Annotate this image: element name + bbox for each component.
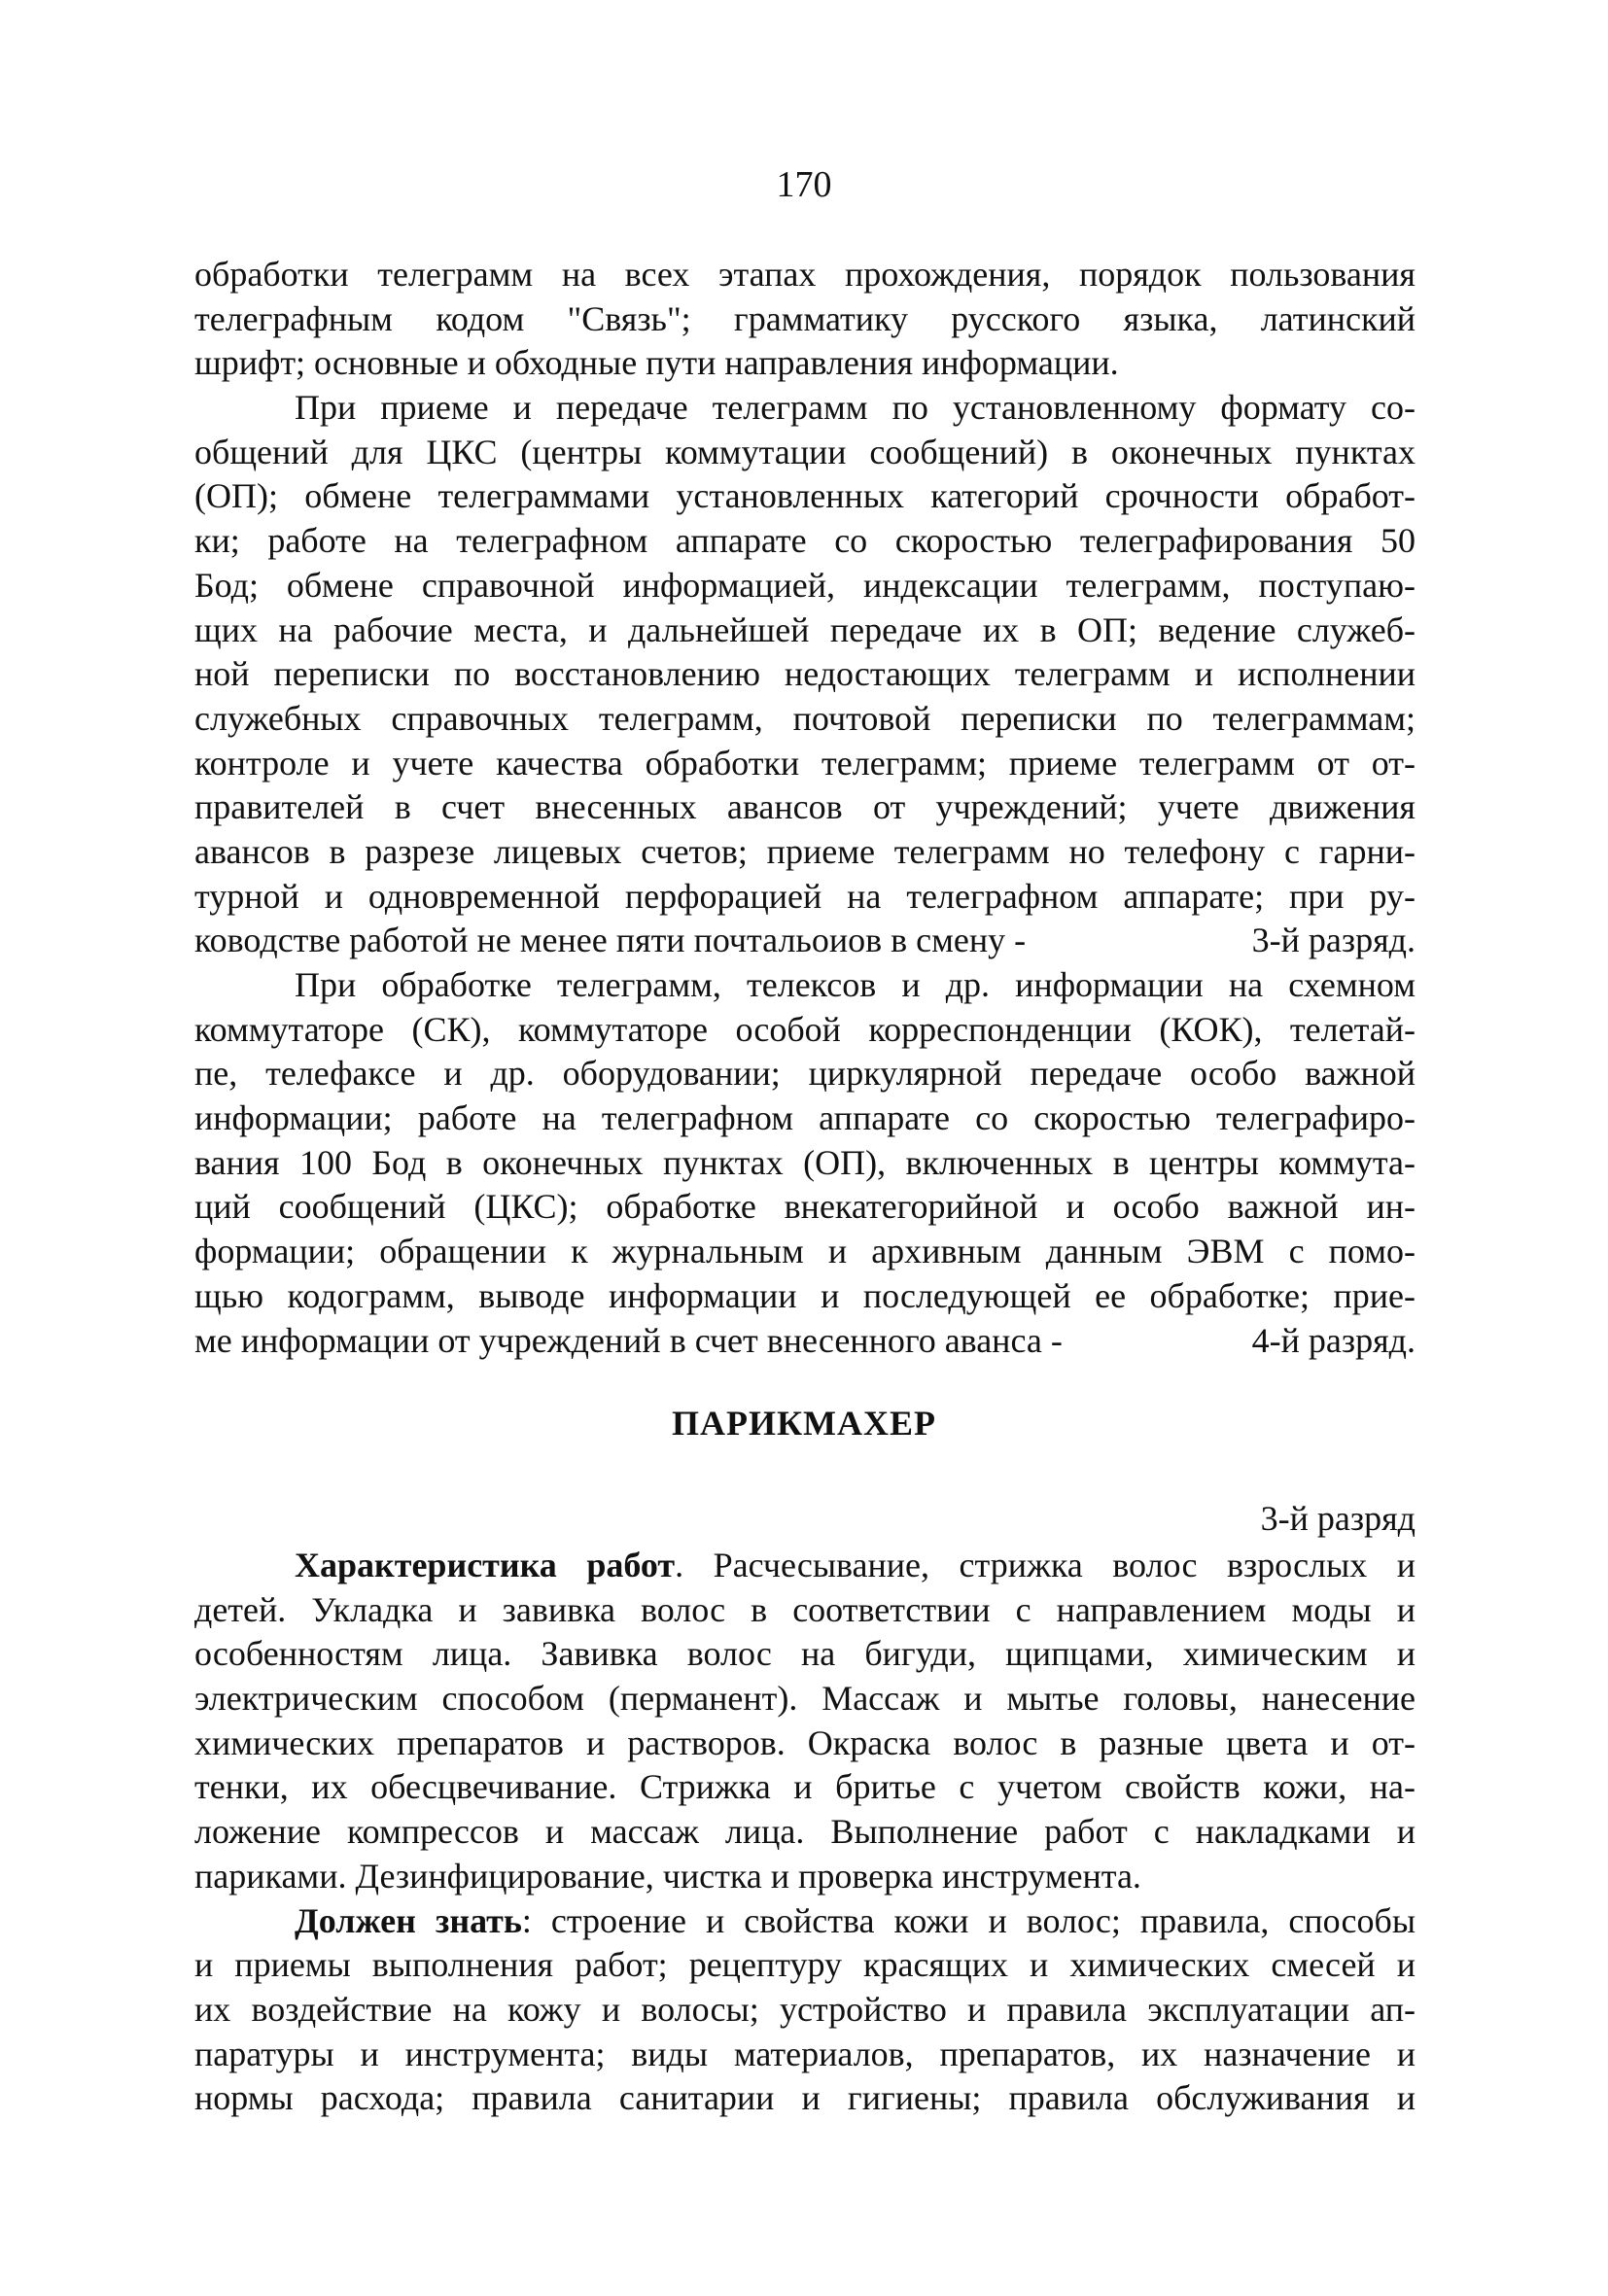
grade-label: 3-й разряд.: [1251, 921, 1416, 960]
text-line: ложение компрессов и массаж лица. Выполнение работ с накладками и: [194, 1812, 1416, 1852]
text-line: обработки телеграмм на всех этапах прохождения, порядок пользования: [194, 255, 1416, 294]
text-fragment: : строение и свойства кожи и волос; правила, способы: [521, 1900, 1416, 1940]
text-line: детей. Укладка и завивка волос в соответствии с направлением моды и: [194, 1589, 1416, 1629]
text-line: контроле и учете качества обработки телеграмм; приеме телеграмм от от-: [194, 743, 1416, 783]
text-line: нормы расхода; правила санитарии и гигиены; правила обслуживания и: [194, 2078, 1416, 2118]
top-text-block: [194, 253, 1416, 1363]
text-line: (ОП); обмене телеграммами установленных категорий срочности обработ-: [194, 476, 1416, 516]
must-know-term: Должен знать: [295, 1900, 522, 1940]
text-line: ководстве работой не менее пяти почтальоиов в смену -: [194, 921, 1027, 960]
text-line: информации; работе на телеграфном аппарате со скоростью телеграфиро-: [194, 1098, 1416, 1138]
paragraph-first-line: [194, 1899, 1416, 1944]
section-heading: ПАРИКМАХЕР: [671, 1404, 937, 1443]
text-line: шрифт; основные и обходные пути направления информации.: [194, 343, 1119, 383]
text-line: паратуры и инструмента; виды материалов, препаратов, их назначение и: [194, 2034, 1416, 2073]
text-line: ций сообщений (ЦКС); обработке внекатегорийной и особо важной ин-: [194, 1187, 1416, 1227]
text-line: общений для ЦКС (центры коммутации сообщений) в оконечных пунктах: [194, 432, 1416, 471]
grade-line: [194, 919, 1416, 963]
characteristics-term: Характеристика работ: [295, 1546, 676, 1584]
page-number: 170: [776, 164, 832, 205]
section-grade: 3-й разряд: [1260, 1499, 1416, 1538]
text-line: авансов в разрезе лицевых счетов; приеме телеграмм но телефону с гарни-: [194, 831, 1416, 871]
text-fragment: . Расчесывание, стрижка волос взрослых и: [675, 1546, 1416, 1584]
text-line: париками. Дезинфицирование, чистка и проверка инструмента.: [194, 1856, 1141, 1896]
text-line: ной переписки по восстановлению недостающих телеграмм и исполнении: [194, 654, 1416, 694]
paragraph-first-line: При приеме и передаче телеграмм по установленному формату со-: [295, 388, 1416, 428]
text-line: щих на рабочие места, и дальнейшей передаче их в ОП; ведение служеб-: [194, 609, 1416, 649]
text-line: тенки, их обесцвечивание. Стрижка и бритье с учетом свойств кожи, на-: [194, 1767, 1416, 1807]
text-line: коммутаторе (СК), коммутаторе особой корреспонденции (КОК), телетай-: [194, 1009, 1416, 1049]
grade-line: [194, 1319, 1416, 1364]
text-line: химических препаратов и растворов. Окраска волос в разные цвета и от-: [194, 1722, 1416, 1762]
text-line: их воздействие на кожу и волосы; устройство и правила эксплуатации ап-: [194, 1989, 1416, 2029]
text-line: телеграфным кодом "Связь"; грамматику русского языка, латинский: [194, 298, 1416, 338]
text-line: ки; работе на телеграфном аппарате со скоростью телеграфирования 50: [194, 521, 1416, 561]
text-line: турной и одновременной перфорацией на телеграфном аппарате; при ру-: [194, 876, 1416, 916]
text-line: Бод; обмене справочной информацией, индексации телеграмм, поступаю-: [194, 565, 1416, 605]
text-line: служебных справочных телеграмм, почтовой переписки по телеграммам;: [194, 698, 1416, 738]
text-line: вания 100 Бод в оконечных пунктах (ОП), включенных в центры коммута-: [194, 1142, 1416, 1182]
paragraph-first-line: [194, 1544, 1416, 1588]
grade-label: 4-й разряд.: [1251, 1320, 1416, 1360]
text-line: пе, телефаксе и др. оборудовании; циркулярной передаче особо важной: [194, 1054, 1416, 1094]
paragraph-first-line: При обработке телеграмм, телексов и др. информации на схемном: [295, 965, 1416, 1004]
text-line: щью кодограмм, выводе информации и последующей ее обработке; прие-: [194, 1275, 1416, 1315]
bottom-text-block: [194, 1544, 1416, 2121]
text-line: и приемы выполнения работ; рецептуру красящих и химических смесей и: [194, 1945, 1416, 1985]
text-line: ме информации от учреждений в счет внесенного аванса -: [194, 1320, 1063, 1360]
text-line: формации; обращении к журнальным и архивным данным ЭВМ с помо-: [194, 1232, 1416, 1271]
text-line: электрическим способом (перманент). Массаж и мытье головы, нанесение: [194, 1679, 1416, 1719]
text-line: особенностям лица. Завивка волос на бигуди, щипцами, химическим и: [194, 1634, 1416, 1674]
text-line: правителей в счет внесенных авансов от учреждений; учете движения: [194, 787, 1416, 827]
